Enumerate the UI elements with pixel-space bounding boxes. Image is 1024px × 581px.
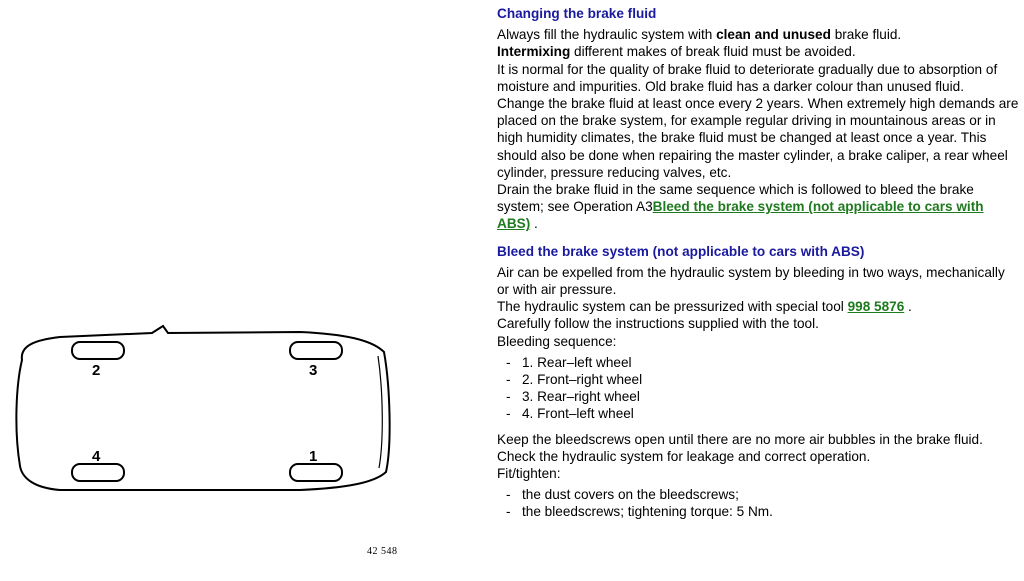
wheel-label-3: 3 [309, 362, 318, 379]
list-item: - the dust covers on the bleedscrews; [506, 486, 1019, 503]
wheel-rear-top [290, 342, 342, 359]
para-change-interval: Change the brake fluid at least once every 2 years. When extremely high demands are placed on the brake system, for example regular driving in mountainous areas or in high humidity climates, the brake fluid must be changed at least once a year. This should also be done when repairing the master cylinder, a brake caliper, a rear wheel cylinder, pressure reducing valves, etc. [497, 96, 1019, 180]
para-deterioration: It is normal for the quality of brake fluid to deteriorate gradually due to absorption of moisture and impurities. Old brake fluid has a darker colour than unused fluid. [497, 61, 998, 94]
car-rear-edge [378, 356, 382, 468]
wheel-label-1: 1 [309, 448, 318, 465]
text: The hydraulic system can be pressurized with special tool [497, 299, 848, 315]
list-item: - 4. Front–left wheel [506, 405, 1019, 422]
figure-code: 42 548 [367, 546, 398, 557]
text: Always fill the hydraulic system with [497, 27, 717, 43]
wheel-front-left-top [72, 342, 124, 359]
bleeding-sequence-list [497, 354, 1019, 423]
wheel-label-4: 4 [92, 448, 101, 465]
list-item: - 2. Front–right wheel [506, 371, 1019, 388]
list-item: - the bleedscrews; tightening torque: 5 Nm. [506, 503, 1019, 520]
text: . [530, 216, 538, 232]
para-intermixing [497, 43, 1019, 60]
para-air-expelled: Air can be expelled from the hydraulic system by bleeding in two ways, mechanically or with air pressure. [497, 264, 1005, 298]
para-fit-tighten: Fit/tighten: [497, 466, 561, 482]
heading-changing-brake-fluid: Changing the brake fluid [497, 6, 657, 21]
car-wheel-diagram [0, 0, 480, 581]
fit-tighten-list [497, 486, 1019, 520]
list-item: - 3. Rear–right wheel [506, 388, 1019, 405]
list-item: - 1. Rear–left wheel [506, 354, 1019, 371]
para-special-tool [497, 298, 1019, 315]
para-keep-open: Keep the bleedscrews open until there are no more air bubbles in the brake fluid. [497, 431, 983, 447]
bleed-brake-system-link[interactable]: Bleed the brake system (not applicable to cars with ABS) [497, 199, 984, 232]
text: different makes of break fluid must be avoided. [570, 44, 856, 60]
emphasis: Intermixing [497, 44, 571, 60]
text: brake fluid. [830, 27, 902, 43]
wheel-label-2: 2 [92, 362, 101, 379]
wheel-front-bottom [72, 464, 124, 481]
text: Drain the brake fluid in the same sequence which is followed to bleed the brake system; see Operation A3 [497, 182, 974, 215]
heading-bleed-brake-system: Bleed the brake system (not applicable to cars with ABS) [497, 243, 865, 259]
wheel-rear-bottom [290, 464, 342, 481]
para-check-leakage: Check the hydraulic system for leakage and correct operation. [497, 448, 871, 464]
special-tool-link[interactable]: 998 5876 [847, 299, 905, 315]
para-bleeding-sequence: Bleeding sequence: [497, 333, 617, 349]
document-text [497, 5, 1019, 521]
emphasis: clean and unused [716, 27, 831, 43]
para-fill-clean [497, 26, 1019, 43]
para-follow-instructions: Carefully follow the instructions supplied with the tool. [497, 316, 819, 332]
car-outline-drawing [0, 0, 480, 581]
text: . [904, 299, 912, 315]
para-drain-sequence [497, 181, 1019, 233]
